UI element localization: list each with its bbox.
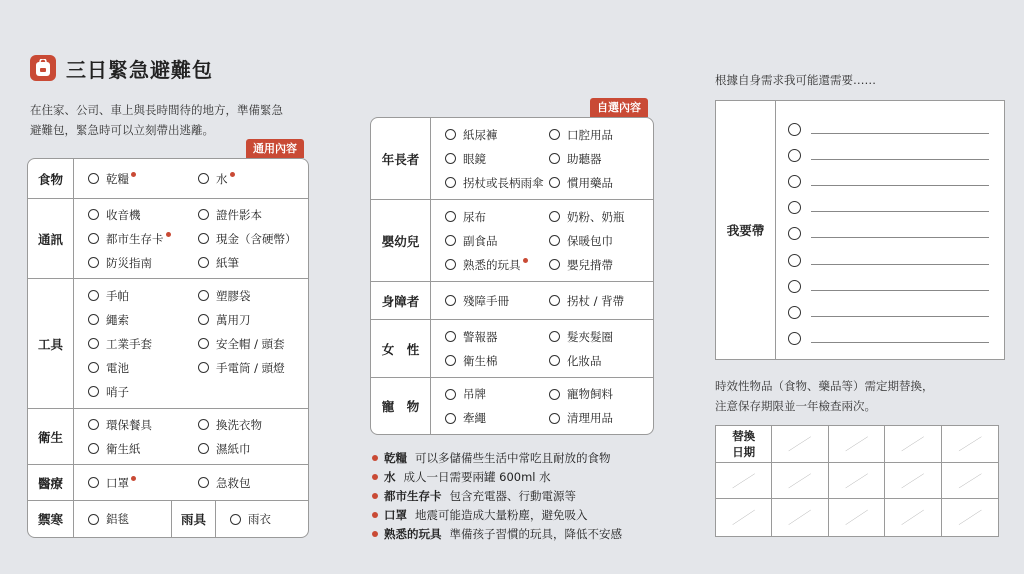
note-item: 乾糧 可以多儲備些生活中常吃且耐放的食物 — [372, 448, 622, 467]
general-tag: 通用內容 — [246, 139, 304, 158]
highlight-dot — [166, 232, 171, 237]
comm-label: 通訊 — [28, 199, 74, 278]
checklist-item[interactable]: 證件影本 — [198, 203, 308, 227]
pets-items — [431, 378, 653, 434]
bullet-dot — [372, 512, 378, 518]
pets-row — [371, 378, 653, 434]
checkbox-circle[interactable] — [198, 290, 209, 301]
checklist-item[interactable]: 嬰兒揹帶 — [549, 253, 653, 277]
date-cell[interactable] — [772, 426, 828, 463]
note-item: 水 成人一日需要兩罐 600ml 水 — [372, 467, 622, 486]
date-cell[interactable] — [829, 426, 885, 463]
elder-row — [371, 118, 653, 200]
elder-label: 年長者 — [371, 118, 431, 199]
highlight-dot — [131, 172, 136, 177]
checkbox-circle[interactable] — [549, 413, 560, 424]
checkbox-circle[interactable] — [549, 211, 560, 222]
date-cell[interactable] — [772, 499, 828, 536]
blank-line-item[interactable] — [788, 247, 1004, 273]
checkbox-circle[interactable] — [88, 338, 99, 349]
checkbox-circle[interactable] — [88, 362, 99, 373]
checklist-item[interactable]: 乾糧 — [88, 167, 198, 191]
rain-items — [216, 501, 271, 537]
highlight-dot — [230, 172, 235, 177]
checklist-item[interactable]: 萬用刀 — [198, 308, 308, 332]
date-cell[interactable] — [772, 463, 828, 500]
checkbox-circle[interactable] — [445, 235, 456, 246]
checklist-item[interactable]: 繩索 — [88, 308, 198, 332]
checkbox-circle[interactable] — [445, 177, 456, 188]
blank-line-item[interactable] — [788, 195, 1004, 221]
checklist-item[interactable]: 防災指南 — [88, 251, 198, 275]
checkbox-circle[interactable] — [788, 332, 801, 345]
checkbox-circle[interactable] — [445, 331, 456, 342]
checkbox-circle[interactable] — [88, 514, 99, 525]
elder-items — [431, 118, 653, 199]
checklist-item[interactable]: 牽繩 — [445, 406, 549, 430]
comm-row — [28, 199, 308, 279]
disabled-items — [431, 282, 653, 319]
checklist-item[interactable]: 奶粉、奶瓶 — [549, 205, 653, 229]
date-cell[interactable] — [716, 499, 772, 536]
checklist-item[interactable]: 手電筒 / 頭燈 — [198, 356, 308, 380]
pets-label: 寵 物 — [371, 378, 431, 434]
hygiene-row — [28, 409, 308, 465]
checkbox-circle[interactable] — [549, 295, 560, 306]
checkbox-circle[interactable] — [445, 295, 456, 306]
checklist-item[interactable]: 濕紙巾 — [198, 437, 308, 461]
checkbox-circle[interactable] — [198, 257, 209, 268]
checklist-item[interactable]: 口罩 — [88, 471, 198, 495]
note-item: 口罩 地震可能造成大量粉塵，避免吸入 — [372, 505, 622, 524]
checkbox-circle[interactable] — [198, 338, 209, 349]
checkbox-circle[interactable] — [445, 413, 456, 424]
checkbox-circle[interactable] — [198, 419, 209, 430]
date-cell[interactable] — [829, 499, 885, 536]
disabled-label: 身障者 — [371, 282, 431, 319]
checklist-item[interactable]: 眼鏡 — [445, 147, 549, 171]
checklist-item[interactable]: 水 — [198, 167, 308, 191]
custom-label: 我要帶 — [716, 101, 776, 359]
optional-tag: 自選內容 — [590, 98, 648, 117]
checkbox-circle[interactable] — [230, 514, 241, 525]
checkbox-circle[interactable] — [445, 355, 456, 366]
disabled-row — [371, 282, 653, 320]
checkbox-circle[interactable] — [549, 259, 560, 270]
checkbox-circle[interactable] — [549, 177, 560, 188]
date-cell[interactable] — [885, 463, 941, 500]
checkbox-circle[interactable] — [788, 201, 801, 214]
checkbox-circle[interactable] — [445, 129, 456, 140]
checklist-item[interactable]: 拐杖 / 背帶 — [549, 289, 653, 313]
bullet-dot — [372, 493, 378, 499]
tools-row — [28, 279, 308, 409]
checkbox-circle[interactable] — [788, 306, 801, 319]
replace-note: 時效性物品（食物、藥品等）需定期替換， 注意保存期限並一年檢查兩次。 — [715, 379, 934, 413]
checkbox-circle[interactable] — [788, 227, 801, 240]
checklist-item[interactable]: 衛生棉 — [445, 349, 549, 373]
blank-line-item[interactable] — [788, 221, 1004, 247]
checklist-item[interactable]: 吊牌 — [445, 382, 549, 406]
page-title: 三日緊急避難包 — [66, 58, 213, 82]
cold-items — [74, 501, 172, 537]
comm-items — [74, 199, 308, 278]
checklist-item[interactable]: 雨衣 — [230, 507, 271, 531]
checklist-item[interactable]: 紙尿褲 — [445, 123, 549, 147]
checkbox-circle[interactable] — [445, 211, 456, 222]
checklist-item[interactable]: 髮夾髮圈 — [549, 325, 653, 349]
note-item: 熟悉的玩具 準備孩子習慣的玩具，降低不安感 — [372, 524, 622, 543]
checkbox-circle[interactable] — [788, 175, 801, 188]
checkbox-circle[interactable] — [549, 153, 560, 164]
checkbox-circle[interactable] — [88, 173, 99, 184]
date-cell[interactable] — [942, 463, 998, 500]
checklist-item[interactable]: 現金（含硬幣） — [198, 227, 308, 251]
checklist-item[interactable]: 環保餐具 — [88, 413, 198, 437]
checkbox-circle[interactable] — [198, 233, 209, 244]
checkbox-circle[interactable] — [88, 233, 99, 244]
medical-label: 醫療 — [28, 465, 74, 500]
bullet-dot — [372, 531, 378, 537]
bullet-dot — [372, 474, 378, 480]
checklist-item[interactable]: 殘障手冊 — [445, 289, 549, 313]
checklist-item[interactable]: 衛生紙 — [88, 437, 198, 461]
checklist-item[interactable]: 手帕 — [88, 284, 198, 308]
checkbox-circle[interactable] — [788, 254, 801, 267]
optional-panel — [370, 117, 654, 435]
custom-lines — [776, 101, 1004, 359]
checklist-item[interactable]: 都市生存卡 — [88, 227, 198, 251]
tools-items — [74, 279, 308, 408]
infant-items — [431, 200, 653, 281]
checkbox-circle[interactable] — [198, 443, 209, 454]
checkbox-circle[interactable] — [788, 149, 801, 162]
backpack-icon — [30, 55, 56, 81]
highlight-dot — [523, 258, 528, 263]
general-panel — [27, 158, 309, 538]
checkbox-circle[interactable] — [88, 290, 99, 301]
checklist-item[interactable]: 副食品 — [445, 229, 549, 253]
date-cell[interactable] — [829, 463, 885, 500]
food-row — [28, 159, 308, 199]
food-items — [74, 159, 308, 198]
checklist-item[interactable]: 保暖包巾 — [549, 229, 653, 253]
women-row — [371, 320, 653, 378]
checkbox-circle[interactable] — [198, 362, 209, 373]
blank-line-item[interactable] — [788, 142, 1004, 168]
highlight-dot — [131, 476, 136, 481]
cold-rain-row — [28, 501, 308, 537]
date-cell[interactable] — [942, 499, 998, 536]
cold-label: 禦寒 — [28, 501, 74, 537]
date-cell[interactable] — [716, 463, 772, 500]
checkbox-circle[interactable] — [549, 389, 560, 400]
checklist-item[interactable]: 慣用藥品 — [549, 171, 653, 195]
checkbox-circle[interactable] — [445, 259, 456, 270]
checkbox-circle[interactable] — [198, 209, 209, 220]
date-cell[interactable] — [885, 426, 941, 463]
blank-line-item[interactable] — [788, 299, 1004, 325]
medical-row — [28, 465, 308, 501]
checkbox-circle[interactable] — [88, 209, 99, 220]
hygiene-label: 衛生 — [28, 409, 74, 464]
checkbox-circle[interactable] — [549, 235, 560, 246]
checkbox-circle[interactable] — [198, 173, 209, 184]
checklist-item[interactable]: 拐杖或長柄雨傘 — [445, 171, 549, 195]
custom-hint: 根據自身需求我可能還需要…… — [715, 73, 876, 87]
checklist-item[interactable]: 紙筆 — [198, 251, 308, 275]
checklist-item[interactable]: 急救包 — [198, 471, 308, 495]
checklist-item[interactable]: 塑膠袋 — [198, 284, 308, 308]
infant-label: 嬰幼兒 — [371, 200, 431, 281]
women-items — [431, 320, 653, 377]
blank-line-item[interactable] — [788, 326, 1004, 352]
medical-items — [74, 465, 308, 500]
checkbox-circle[interactable] — [788, 123, 801, 136]
intro-text: 在住家、公司、車上與長時間待的地方，準備緊急 避難包，緊急時可以立刻帶出逃離。 — [30, 103, 283, 137]
checklist-item[interactable]: 哨子 — [88, 380, 198, 404]
checklist-item[interactable]: 清理用品 — [549, 406, 653, 430]
checkbox-circle[interactable] — [88, 419, 99, 430]
checklist-item[interactable]: 收音機 — [88, 203, 198, 227]
checklist-item[interactable]: 換洗衣物 — [198, 413, 308, 437]
infant-row — [371, 200, 653, 282]
checkbox-circle[interactable] — [88, 314, 99, 325]
checkbox-circle[interactable] — [88, 257, 99, 268]
rain-label: 雨具 — [172, 501, 216, 537]
checkbox-circle[interactable] — [549, 355, 560, 366]
blank-line-item[interactable] — [788, 116, 1004, 142]
checklist-item[interactable]: 安全帽 / 頭套 — [198, 332, 308, 356]
checklist-item[interactable]: 尿布 — [445, 205, 549, 229]
replace-date-grid — [715, 425, 999, 537]
checklist-item[interactable]: 寵物飼料 — [549, 382, 653, 406]
checkbox-circle[interactable] — [198, 477, 209, 488]
checkbox-circle[interactable] — [788, 280, 801, 293]
custom-panel — [715, 100, 1005, 360]
checkbox-circle[interactable] — [549, 331, 560, 342]
hygiene-items — [74, 409, 308, 464]
notes-list — [372, 448, 622, 543]
checklist-item[interactable]: 工業手套 — [88, 332, 198, 356]
checkbox-circle[interactable] — [445, 153, 456, 164]
checkbox-circle[interactable] — [88, 443, 99, 454]
checklist-item[interactable]: 化妝品 — [549, 349, 653, 373]
checkbox-circle[interactable] — [88, 477, 99, 488]
checkbox-circle[interactable] — [445, 389, 456, 400]
bullet-dot — [372, 455, 378, 461]
blank-line-item[interactable] — [788, 273, 1004, 299]
checkbox-circle[interactable] — [549, 129, 560, 140]
checkbox-circle[interactable] — [88, 386, 99, 397]
checklist-item[interactable]: 熟悉的玩具 — [445, 253, 549, 277]
date-cell[interactable] — [885, 499, 941, 536]
checkbox-circle[interactable] — [198, 314, 209, 325]
note-item: 都市生存卡 包含充電器、行動電源等 — [372, 486, 622, 505]
date-cell[interactable] — [942, 426, 998, 463]
checklist-item[interactable]: 電池 — [88, 356, 198, 380]
checklist-item[interactable]: 鋁毯 — [88, 507, 129, 531]
checklist-item[interactable]: 助聽器 — [549, 147, 653, 171]
checklist-item[interactable]: 警報器 — [445, 325, 549, 349]
blank-line-item[interactable] — [788, 168, 1004, 194]
checklist-item[interactable]: 口腔用品 — [549, 123, 653, 147]
tools-label: 工具 — [28, 279, 74, 408]
food-label: 食物 — [28, 159, 74, 198]
replace-date-header: 替換 日期 — [716, 426, 772, 463]
women-label: 女 性 — [371, 320, 431, 377]
